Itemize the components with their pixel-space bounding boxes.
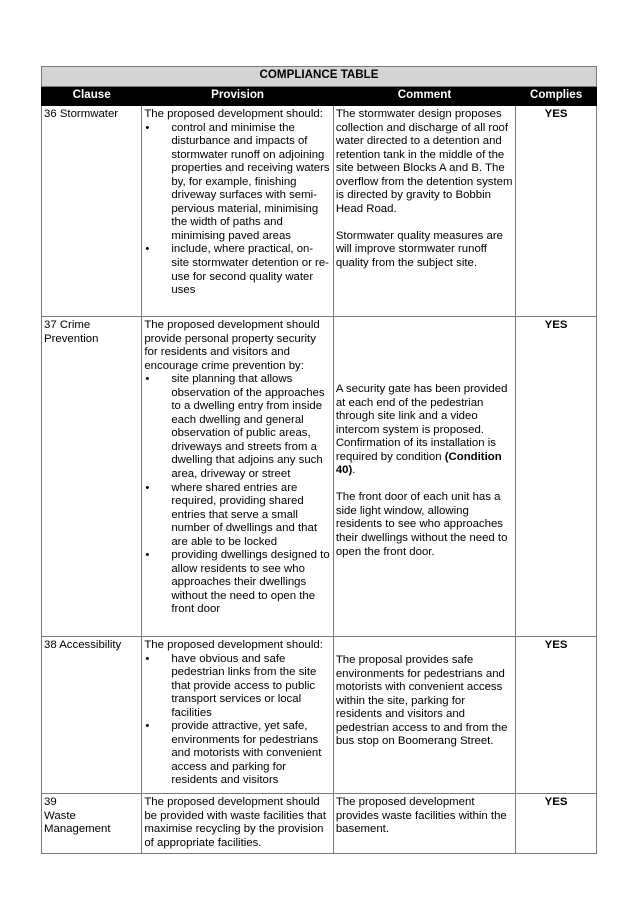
comment-paragraph — [336, 383, 513, 478]
column-header-clause: Clause — [42, 87, 142, 106]
column-header-provision: Provision — [142, 87, 333, 106]
bullet-icon: • — [145, 481, 150, 494]
clause-cell: 37 Crime Prevention — [42, 317, 142, 637]
comment-cell — [333, 637, 515, 794]
clause-cell: 39 Waste Management — [42, 794, 142, 854]
provision-intro: The proposed development should be provided with waste facilities that maximise recycling by the provision of appropriate facilities. — [144, 796, 327, 849]
comment-paragraph: The stormwater design proposes collection and discharge of all roof water directed to a detention and retention tank in the middle of the site between Blocks A and B. The overflow from the detention system is directed by gravity to Bobbin Head Road. — [335, 108, 513, 215]
provision-bullet — [144, 653, 330, 721]
comment-cell — [333, 317, 515, 637]
provision-cell — [142, 106, 333, 317]
provision-bullet-text: site planning that allows observation of the approaches to a dwelling entry from inside each dwelling and general observation of public areas, driveways and streets from a dwelling that adjoins any such area, driveway or street — [171, 373, 325, 481]
complies-cell: YES — [516, 794, 597, 854]
clause-cell: 36 Stormwater — [42, 106, 142, 317]
complies-cell: YES — [516, 106, 597, 317]
complies-cell: YES — [516, 317, 597, 637]
provision-bullet — [144, 373, 330, 481]
table-header-row — [42, 87, 597, 106]
provision-bullet-list — [144, 122, 330, 298]
provision-cell — [142, 794, 333, 854]
provision-bullet — [144, 243, 330, 297]
bullet-icon: • — [145, 549, 150, 562]
table-row — [42, 317, 597, 637]
table-title-row — [42, 67, 597, 87]
comment-cell — [333, 106, 515, 317]
provision-bullet-text: provide attractive, yet safe, environments for pedestrians and motorists with convenient access and parking for residents and visitors — [171, 720, 322, 787]
provision-intro: The proposed development should: — [144, 108, 323, 120]
column-header-comment: Comment — [333, 87, 515, 106]
bullet-icon: • — [145, 652, 150, 665]
bullet-icon: • — [145, 720, 150, 733]
provision-bullet-list — [144, 373, 330, 617]
provision-cell — [142, 637, 333, 794]
provision-bullet-text: control and minimise the disturbance and impacts of stormwater runoff on adjoining properties and receiving waters by, for example, finishing driveway surfaces with semi-pervious material, minimising the width of paths and minimising paved areas — [171, 121, 330, 242]
bullet-icon: • — [145, 121, 150, 134]
comment-paragraph: The front door of each unit has a side light window, allowing residents to see who approaches their dwellings without the need to open the front door. — [335, 491, 508, 558]
provision-bullet-text: have obvious and safe pedestrian links from the site that provide access to public transport services or local facilities — [171, 652, 317, 719]
comment-paragraph: The proposed development provides waste facilities within the basement. — [335, 796, 507, 836]
bullet-icon: • — [145, 373, 150, 386]
provision-cell — [142, 317, 333, 637]
compliance-table — [41, 66, 597, 854]
provision-bullet — [144, 122, 330, 244]
comment-text: A security gate has been provided at each end of the pedestrian through site link and a video intercom system is proposed. Confirmation of its installation is required by condition — [335, 383, 508, 463]
comment-paragraph: The proposal provides safe environments for pedestrians and motorists with convenient access within the site, parking for residents and visitors and pedestrian access to and from the bus stop on Boomerang Street. — [335, 654, 508, 748]
table-row — [42, 637, 597, 794]
provision-intro: The proposed development should: — [144, 639, 323, 651]
provision-bullet-text: include, where practical, on-site stormwater detention or re-use for second quality water uses — [171, 243, 329, 297]
provision-bullet — [144, 549, 330, 617]
condition-reference: (Condition 40) — [335, 450, 502, 477]
table-title: COMPLIANCE TABLE — [42, 67, 597, 87]
table-row — [42, 794, 597, 854]
comment-text-end: . — [352, 464, 356, 477]
column-header-complies: Complies — [516, 87, 597, 106]
provision-bullet-text: where shared entries are required, providing shared entries that serve a small number of dwellings and that are able to be locked — [171, 481, 317, 548]
clause-cell: 38 Accessibility — [42, 637, 142, 794]
provision-bullet-text: providing dwellings designed to allow residents to see who approaches their dwellings without the need to open the front door — [171, 549, 330, 616]
provision-intro: The proposed development should provide personal property security for residents and visitors and encourage crime prevention by: — [144, 319, 320, 372]
provision-bullet — [144, 720, 330, 788]
provision-bullet-list — [144, 653, 330, 788]
comment-cell — [333, 794, 515, 854]
bullet-icon: • — [145, 243, 150, 256]
provision-bullet — [144, 482, 330, 550]
comment-paragraph: Stormwater quality measures are will improve stormwater runoff quality from the subject site. — [335, 229, 503, 269]
table-row — [42, 106, 597, 317]
complies-cell: YES — [516, 637, 597, 794]
